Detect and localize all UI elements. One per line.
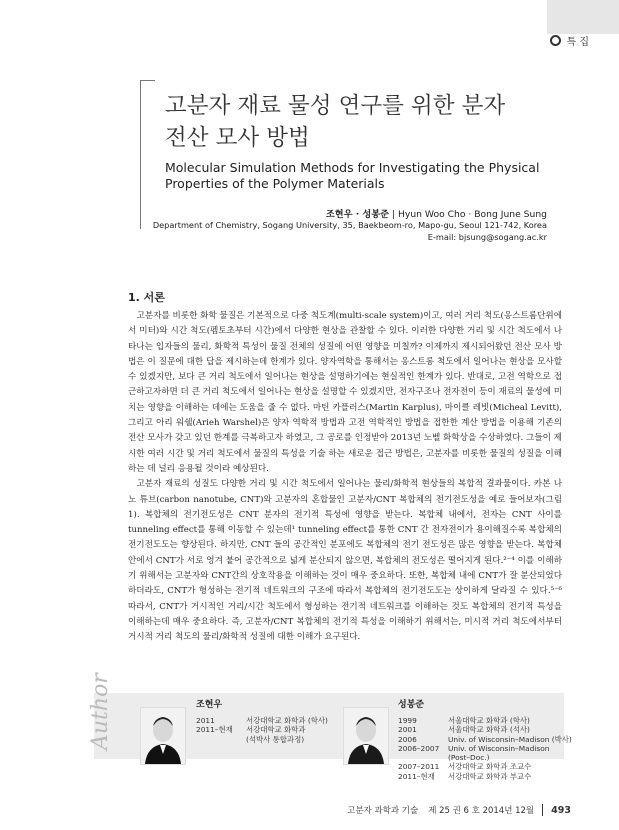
title-english-line: Properties of the Polymer Materials <box>165 176 385 191</box>
bio-year: 2001 <box>398 725 417 735</box>
title-english-line: Molecular Simulation Methods for Investigating the Physical <box>165 160 540 175</box>
bio-text: (Post–Doc.) <box>448 753 490 763</box>
bio-year: 1999 <box>398 716 417 725</box>
title-bracket <box>140 80 155 229</box>
author1-bio <box>196 716 328 744</box>
bio-entry <box>398 716 572 725</box>
bio-year: 2011–현재 <box>398 771 435 781</box>
bio-year: 2011–현재 <box>196 725 233 735</box>
person-icon <box>141 708 185 764</box>
footer-divider <box>542 804 543 816</box>
affiliation: Department of Chemistry, Sogang University, 35, Baekbeom-ro, Mapo-gu, Seoul 121-742, Korea <box>152 220 547 230</box>
title-korean-line: 고분자 재료 물성 연구를 위한 분자 <box>165 93 506 119</box>
issue-info: 제 25 권 6 호 2014년 12월 <box>428 806 535 816</box>
bio-text: Univ. of Wisconsin–Madison (박사) <box>448 734 572 744</box>
body-text <box>128 309 562 646</box>
bio-year: 2011 <box>196 716 215 725</box>
bio-text: 서강대학교 화학과 <box>246 725 306 735</box>
bio-entry <box>398 772 572 781</box>
bio-text: 서울대학교 화학과 (학사) <box>448 716 530 725</box>
affiliation-block <box>153 220 547 243</box>
title-korean <box>165 90 585 154</box>
author2-bio <box>398 716 572 781</box>
authors-english: Hyun Woo Cho · Bong June Sung <box>398 209 547 220</box>
author-line <box>326 206 547 220</box>
bio-text: 서강대학교 화학과 조교수 <box>448 762 532 772</box>
circle-icon <box>550 35 561 46</box>
bio-entry <box>398 753 572 762</box>
bio-entry <box>196 716 328 725</box>
author1-photo <box>140 707 186 765</box>
bio-entry <box>398 735 572 744</box>
page-footer <box>347 804 571 816</box>
bio-entry <box>196 725 328 734</box>
author-side-label <box>88 673 122 765</box>
title-korean-line: 전산 모사 방법 <box>165 125 310 151</box>
bio-year: 2007–2011 <box>398 762 440 772</box>
section-tag-label: 특 집 <box>566 37 589 48</box>
bio-entry <box>398 725 572 734</box>
bio-text: (석박사 통합과정) <box>246 734 305 744</box>
section-tag <box>550 33 590 48</box>
page-number: 493 <box>551 804 571 816</box>
author2-photo <box>343 707 389 765</box>
title-english <box>165 160 575 192</box>
bio-text: 서울대학교 화학과 (석사) <box>448 725 530 735</box>
author2-name: 성봉준 <box>398 700 425 710</box>
bio-year: 2006–2007 <box>398 743 440 753</box>
corner-tab <box>547 0 619 34</box>
section-heading: 1. 서론 <box>128 291 165 304</box>
bio-text: Univ. of Wisconsin–Madison <box>448 743 550 753</box>
paragraph: 고분자를 비롯한 화학 물질은 기본적으로 다중 척도계(multi-scale system)이고, 여러 거리 척도(옹스트롬단위에서 미터)와 시간 척도(펨토초부터 시간)에서 다양한 현상을 관찰할 수 있다. 이러한 다양한 거리 및 시간 척도에서 나타나는 입자들의 물리, 화학적 특성이 물질 전체의 성질에 어떤 영향을 미칠까? 이제까지 제시되어왔던 전산 모사 방법은 이 질문에 대한 답을 제시하는데 한계가 있다. 양자역학을 통해서는 옹스트롱 척도에서 일어나는 현상을 모사할 수 있겠지만, 보다 큰 거리 척도에서 일어나는 현상을 설명하기에는 현실적인 한계가 있다. 반대로, 고전 역학으로 접근하고자하면 더 큰 거리 척도에서 일어나는 현상을 설명할 수 있겠지만, 전자구조나 전자전이 등이 재료의 물성에 미치는 영향을 이해하는 데에는 도움을 줄 수 없다. 마틴 카플러스(Martin Karplus), 마이클 레빗(Micheal Levitt), 그리고 아리 워쉘(Arieh Warshel)은 양자 역학적 방법과 고전 역학적인 방법을 접한한 계산 방법을 이용해 기존의 전산 모사가 갖고 있던 한계를 극복하고자 하였고, 그 공로를 인정받아 2013년 노벨 화학상을 수상하였다. 그들이 제시한 여러 시간 및 거리 척도에서 물질의 특성을 기술 하는 새로운 접근 방법은, 고분자를 비롯한 물질의 성질을 이해하는 데 널리 응용될 것이라 예상된다. <box>128 311 562 474</box>
paragraph: 고분자 재료의 성질도 다양한 거리 및 시간 척도에서 일어나는 물리/화학적 현상들의 복합적 결과물이다. 카본 나노 튜브(carbon nanotube, CNT)와 고분자의 혼합물인 고분자/CNT 복합체의 전기전도성을 예로 들어보자(그림 1). 복합체의 전기전도성은 CNT 분자의 전기적 특성에 영향을 받는다. 복합체 내에서, 전자는 CNT 사이를 tunneling effect를 통해 이동할 수 있는데¹ tunneling effect를 통한 CNT 간 전자전이가 용이해질수록 복합체의 전기전도도는 향상된다. 하지만, CNT 들의 공간적인 분포에도 복합체의 전기 전도성은 많은 영향을 받는다. 복합체 안에서 CNT가 서로 엉겨 붙어 공간적으로 넓게 분산되지 않으면, 복합체의 전도성은 떨어지게 된다.²⁻⁴ 이를 이해하기 위해서는 고분자와 CNT간의 상호작용을 이해하는 것이 매우 중요하다. 또한, 복합체 내에 CNT가 잘 분산되었다 하더라도, CNT가 형성하는 전기적 네트워크의 구조에 따라서 복합체의 전기전도도는 상이하게 달라질 수 있다.⁵⁻⁶ 따라서, CNT가 거시적인 거리/시간 척도에서 형성하는 전기적 네트워크를 이해하는 것도 복합체의 전기적 특성을 이해하는데 매우 중요하다. 즉, 고분자/CNT 복합체의 전기적 특성을 이해하기 위해서는, 미시적 거리 척도에서부터 거시적 거리 척도의 물리/화학적 성질에 대한 이해가 요구된다. <box>128 479 562 643</box>
authors-korean: 조현우 · 성봉준 <box>325 209 390 220</box>
bio-text: 서강대학교 화학과 (학사) <box>246 716 328 725</box>
authors-divider: | <box>391 209 399 220</box>
journal-name: 고분자 과학과 기술 <box>347 806 419 816</box>
author-label: Author <box>88 673 113 750</box>
bio-text: 서강대학교 화학과 부교수 <box>448 771 532 781</box>
bio-year: 2006 <box>398 734 417 744</box>
bio-entry <box>196 735 328 744</box>
email[interactable]: E-mail: bjsung@sogang.ac.kr <box>427 231 547 242</box>
bio-entry <box>398 762 572 771</box>
person-icon <box>344 708 388 764</box>
author1-name: 조현우 <box>196 700 223 710</box>
bio-entry <box>398 744 572 753</box>
